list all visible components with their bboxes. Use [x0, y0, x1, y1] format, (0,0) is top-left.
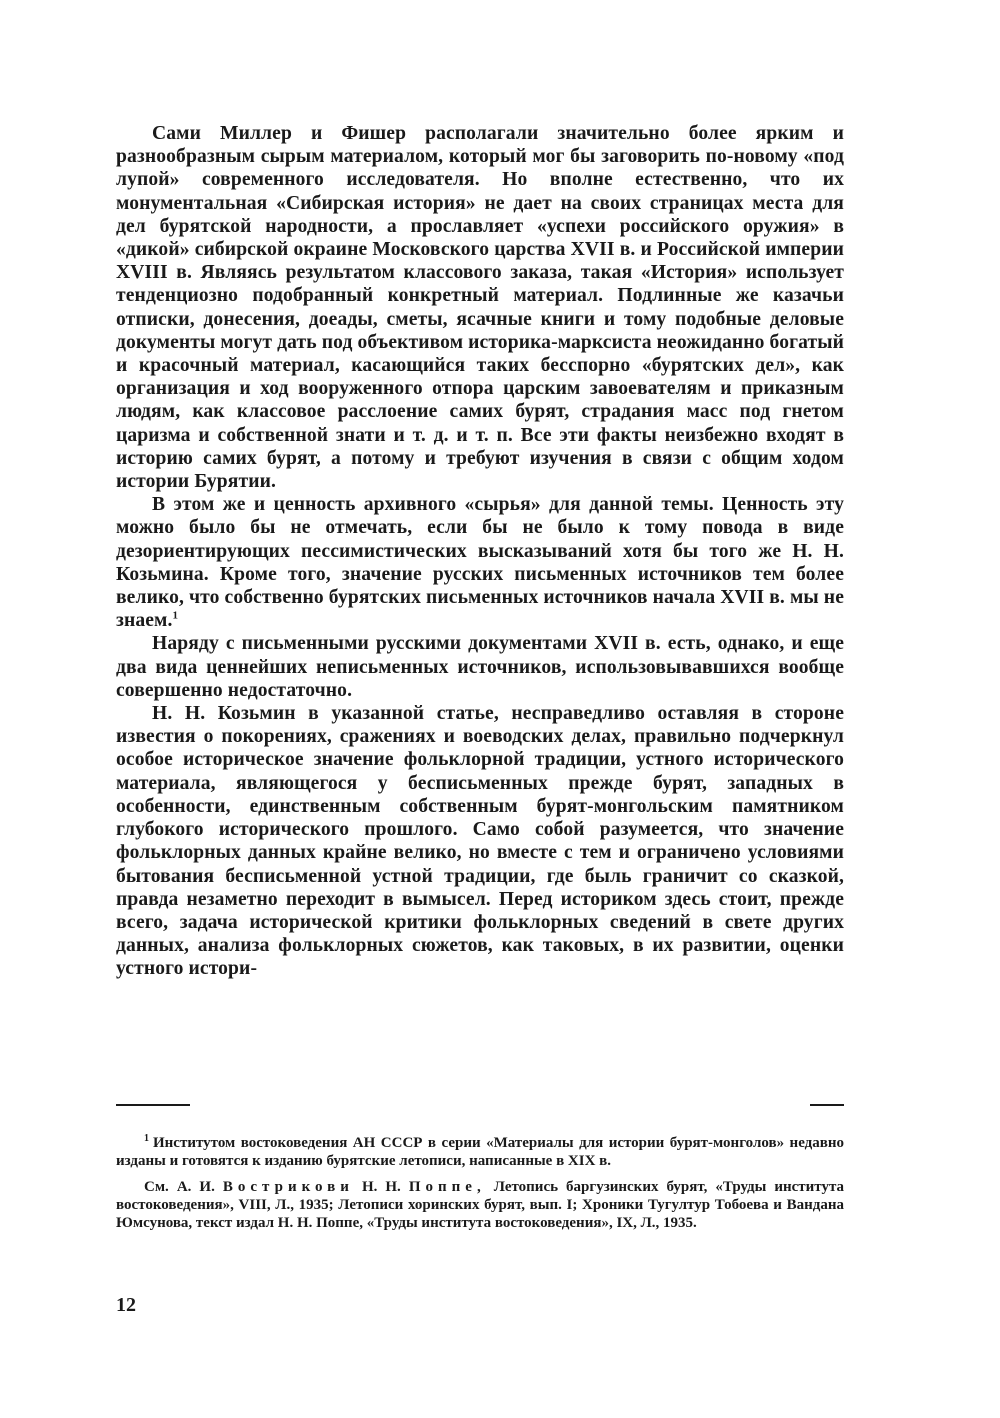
footnote-2-mid: Н. Н.	[361, 1179, 401, 1195]
paragraph-4: Н. Н. Козьмин в указанной статье, несправедливо оставляя в стороне известия о покорениях, сражениях и воеводских делах, правильно подчеркнул особое историческое значение фольклорной традиции, устного исторического материала, являющегося у бесписьменных прежде бурят, западных в особенности, единственным собственным бурят-монгольским памятником глубокого исторического прошлого. Само собой разумеется, что значение фольклорных данных крайне велико, но вместе с тем и ограничено условиями бытования бесписьменной устной традиции, где быль граничит со сказкой, правда незаметно переходит в вымысел. Перед историком здесь стоит, прежде всего, задача исторической критики фольклорных сведений в свете других данных, анализа фольклорных сюжетов, как таковых, в их развитии, оценки устного истори-	[116, 703, 844, 980]
footnote-1-marker: 1	[144, 1133, 149, 1144]
footnote-2	[116, 1178, 844, 1232]
footnote-divider	[116, 1098, 844, 1112]
footnote-2-prefix: См. А. И.	[144, 1179, 215, 1195]
footnote-rule-right	[810, 1104, 844, 1106]
footnote-1	[116, 1130, 844, 1170]
footnote-1-text: Институтом востоковедения АН СССР в серии «Материалы для истории бурят-монголов» недавно изданы и готовятся к изданию бурятские летописи, написанные в XIX в.	[116, 1135, 844, 1169]
footnote-2-author-1: Вострикови	[222, 1179, 354, 1195]
paragraph-1: Сами Миллер и Фишер располагали значительно более ярким и разнообразным сырым материалом, который мог бы заговорить по-новому «под лупой» современного исследователя. Но вполне естественно, что их монументальная «Сибирская история» не дает на своих страницах места для дел бурятской народности, а прославляет «успехи российского оружия» в «дикой» сибирской окраине Московского царства XVII в. и Российской империи XVIII в. Являясь результатом классового заказа, такая «История» использует тенденциозно подобранный конкретный материал. Подлинные же казачьи отписки, донесения, доеады, сметы, ясачные книги и тому подобные деловые документы могут дать под объективом историка-марксиста неожиданно богатый и красочный материал, касающийся таких бесспорно «бурятских дел», как организация и ход вооруженного отпора царским завоевателям и приказным людям, как классовое расслоение самих бурят, страдания масс под гнетом царизма и собственной знати и т. д. и т. п. Все эти факты неизбежно входят в историю самих бурят, а потому и требуют изучения в связи с общим ходом истории Бурятии.	[116, 123, 844, 493]
page-number: 12	[116, 1294, 136, 1316]
footnotes	[116, 1130, 844, 1240]
footnote-2-author-2: Поппе,	[408, 1179, 486, 1195]
paragraph-3: Наряду с письменными русскими документами XVII в. есть, однако, и еще два вида ценнейших неписьменных источников, использовывавшихся вообще совершенно недостаточно.	[116, 633, 844, 701]
page-content	[116, 122, 845, 1231]
paragraph-2-text: В этом же и ценность архивного «сырья» для данной темы. Ценность эту можно было бы не отмечать, если бы не было к тому повода в виде дезориентирующих пессимистических высказываний хотя бы того же Н. Н. Козьмина. Кроме того, значение русских письменных источников тем более велико, что собственно бурятских письменных источников начала XVII в. мы не знаем.	[116, 494, 844, 632]
footnote-2-text: Летопись баргузинских бурят, «Труды института востоковедения», VIII, Л., 1935; Летописи хоринских бурят, вып. I; Хроники Тугултур Тобоева и Вандана Юмсунова, текст издал Н. Н. Поппе, «Труды института востоковедения», IX, Л., 1935.	[116, 1179, 845, 1231]
footnote-reference: 1	[172, 609, 179, 622]
main-text	[116, 122, 844, 981]
paragraph-2	[116, 493, 844, 632]
footnote-rule-left	[116, 1104, 190, 1106]
